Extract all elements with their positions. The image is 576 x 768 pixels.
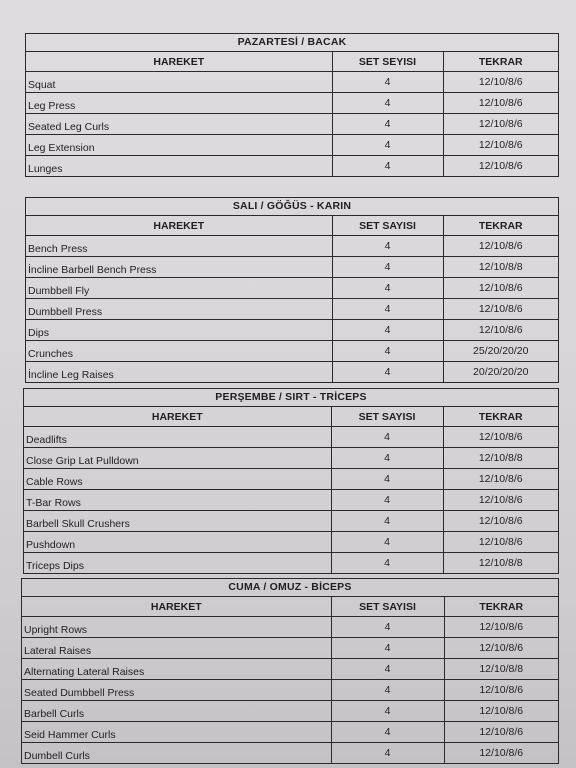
rep-scheme: 12/10/8/6 — [443, 320, 558, 341]
rep-scheme: 12/10/8/8 — [443, 448, 558, 469]
rep-scheme: 12/10/8/6 — [443, 299, 558, 320]
set-count: 4 — [331, 638, 444, 659]
table-row — [26, 236, 558, 257]
exercise-name: Triceps Dips — [24, 553, 331, 574]
table-row — [22, 743, 558, 764]
table-row — [22, 617, 558, 638]
day-title: CUMA / OMUZ - BİCEPS — [22, 579, 558, 597]
reps-column-header: TEKRAR — [443, 407, 558, 427]
rep-scheme: 12/10/8/6 — [443, 93, 558, 114]
exercise-name: Seid Hammer Curls — [22, 722, 331, 743]
set-count: 4 — [332, 114, 443, 135]
rep-scheme: 12/10/8/6 — [443, 114, 558, 135]
rep-scheme: 12/10/8/6 — [444, 638, 558, 659]
rep-scheme: 12/10/8/6 — [444, 743, 558, 764]
table-row — [24, 532, 558, 553]
exercise-table — [22, 597, 558, 763]
table-row — [26, 362, 558, 383]
set-count: 4 — [331, 553, 443, 574]
exercise-name: Lunges — [26, 156, 332, 177]
day-title: PERŞEMBE / SIRT - TRİCEPS — [24, 389, 558, 407]
exercise-name: Dumbbell Press — [26, 299, 332, 320]
exercise-name: Cable Rows — [24, 469, 331, 490]
set-count: 4 — [331, 701, 444, 722]
set-count: 4 — [331, 743, 444, 764]
set-count: 4 — [332, 257, 443, 278]
table-row — [24, 511, 558, 532]
rep-scheme: 12/10/8/8 — [444, 659, 558, 680]
set-count: 4 — [331, 469, 443, 490]
set-count: 4 — [331, 511, 443, 532]
exercise-name: Squat — [26, 72, 332, 93]
exercise-name: Leg Press — [26, 93, 332, 114]
table-header-row — [22, 597, 558, 617]
exercise-name: Lateral Raises — [22, 638, 331, 659]
exercise-column-header: HAREKET — [26, 52, 332, 72]
exercise-name: Barbell Curls — [22, 701, 331, 722]
exercise-name: Alternating Lateral Raises — [22, 659, 331, 680]
rep-scheme: 12/10/8/6 — [443, 236, 558, 257]
sets-column-header: SET SAYISI — [331, 597, 444, 617]
table-row — [22, 680, 558, 701]
day-title: SALI / GÖĞÜS - KARIN — [26, 198, 558, 216]
set-count: 4 — [331, 448, 443, 469]
exercise-column-header: HAREKET — [24, 407, 331, 427]
set-count: 4 — [332, 72, 443, 93]
set-count: 4 — [331, 680, 444, 701]
table-header-row — [26, 52, 558, 72]
set-count: 4 — [331, 722, 444, 743]
exercise-name: Deadlifts — [24, 427, 331, 448]
set-count: 4 — [332, 156, 443, 177]
day-block-thursday — [23, 388, 559, 574]
table-row — [26, 278, 558, 299]
day-block-friday — [21, 578, 559, 764]
day-block-tuesday — [25, 197, 559, 383]
set-count: 4 — [332, 236, 443, 257]
sets-column-header: SET SEYISI — [332, 52, 443, 72]
rep-scheme: 25/20/20/20 — [443, 341, 558, 362]
rep-scheme: 12/10/8/6 — [443, 427, 558, 448]
rep-scheme: 12/10/8/6 — [443, 532, 558, 553]
rep-scheme: 12/10/8/6 — [443, 135, 558, 156]
exercise-name: Close Grip Lat Pulldown — [24, 448, 331, 469]
sets-column-header: SET SAYISI — [332, 216, 443, 236]
rep-scheme: 12/10/8/6 — [444, 617, 558, 638]
set-count: 4 — [331, 427, 443, 448]
exercise-name: Seated Leg Curls — [26, 114, 332, 135]
rep-scheme: 20/20/20/20 — [443, 362, 558, 383]
exercise-name: Seated Dumbbell Press — [22, 680, 331, 701]
table-row — [22, 722, 558, 743]
reps-column-header: TEKRAR — [444, 597, 558, 617]
table-row — [26, 135, 558, 156]
exercise-name: İncline Barbell Bench Press — [26, 257, 332, 278]
exercise-table — [24, 407, 558, 573]
table-row — [26, 93, 558, 114]
rep-scheme: 12/10/8/8 — [443, 257, 558, 278]
exercise-name: T-Bar Rows — [24, 490, 331, 511]
rep-scheme: 12/10/8/6 — [444, 680, 558, 701]
exercise-name: Leg Extension — [26, 135, 332, 156]
set-count: 4 — [332, 320, 443, 341]
exercise-table — [26, 216, 558, 382]
exercise-name: Bench Press — [26, 236, 332, 257]
exercise-name: Dips — [26, 320, 332, 341]
table-row — [22, 701, 558, 722]
exercise-name: İncline Leg Raises — [26, 362, 332, 383]
set-count: 4 — [331, 617, 444, 638]
day-block-monday — [25, 33, 559, 177]
sets-column-header: SET SAYISI — [331, 407, 443, 427]
table-header-row — [26, 216, 558, 236]
set-count: 4 — [332, 341, 443, 362]
exercise-name: Upright Rows — [22, 617, 331, 638]
day-title: PAZARTESİ / BACAK — [26, 34, 558, 52]
table-row — [24, 469, 558, 490]
exercise-name: Crunches — [26, 341, 332, 362]
rep-scheme: 12/10/8/6 — [443, 278, 558, 299]
table-row — [24, 553, 558, 574]
exercise-column-header: HAREKET — [26, 216, 332, 236]
reps-column-header: TEKRAR — [443, 52, 558, 72]
table-row — [24, 448, 558, 469]
exercise-table — [26, 52, 558, 176]
table-row — [26, 72, 558, 93]
exercise-name: Pushdown — [24, 532, 331, 553]
set-count: 4 — [332, 299, 443, 320]
table-row — [26, 257, 558, 278]
set-count: 4 — [331, 659, 444, 680]
set-count: 4 — [331, 490, 443, 511]
rep-scheme: 12/10/8/8 — [443, 553, 558, 574]
table-header-row — [24, 407, 558, 427]
table-row — [26, 114, 558, 135]
reps-column-header: TEKRAR — [443, 216, 558, 236]
table-row — [24, 490, 558, 511]
table-row — [26, 156, 558, 177]
rep-scheme: 12/10/8/6 — [443, 72, 558, 93]
table-row — [24, 427, 558, 448]
exercise-column-header: HAREKET — [22, 597, 331, 617]
set-count: 4 — [331, 532, 443, 553]
exercise-name: Dumbbell Fly — [26, 278, 332, 299]
rep-scheme: 12/10/8/6 — [443, 156, 558, 177]
table-row — [26, 341, 558, 362]
table-row — [22, 638, 558, 659]
rep-scheme: 12/10/8/6 — [444, 701, 558, 722]
set-count: 4 — [332, 135, 443, 156]
exercise-name: Barbell Skull Crushers — [24, 511, 331, 532]
set-count: 4 — [332, 93, 443, 114]
rep-scheme: 12/10/8/6 — [443, 490, 558, 511]
set-count: 4 — [332, 278, 443, 299]
set-count: 4 — [332, 362, 443, 383]
exercise-name: Dumbell Curls — [22, 743, 331, 764]
rep-scheme: 12/10/8/6 — [443, 469, 558, 490]
rep-scheme: 12/10/8/6 — [444, 722, 558, 743]
rep-scheme: 12/10/8/6 — [443, 511, 558, 532]
table-row — [26, 320, 558, 341]
table-row — [26, 299, 558, 320]
table-row — [22, 659, 558, 680]
